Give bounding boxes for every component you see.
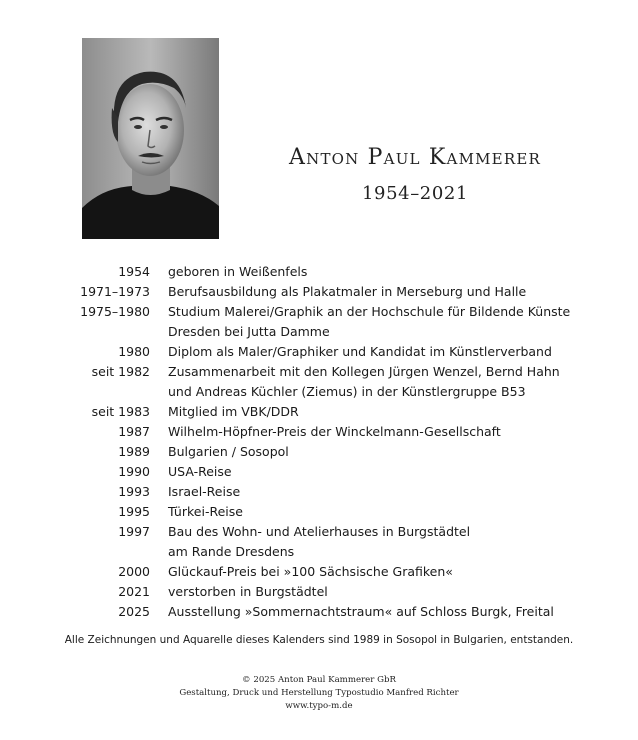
entry-year: seit 1983 — [91, 404, 150, 419]
biography-entry — [70, 482, 610, 502]
entry-year: 1954 — [118, 264, 150, 279]
entry-year: 1989 — [118, 444, 150, 459]
entry-text — [168, 482, 610, 502]
entry-line: Israel-Reise — [168, 484, 241, 499]
copyright-line: © 2025 Anton Paul Kammerer GbR — [242, 675, 396, 685]
entry-year: 1987 — [118, 424, 150, 439]
entry-line: Bau des Wohn- und Atelierhauses in Burgstädtel — [168, 524, 471, 539]
biography-entry — [70, 262, 610, 282]
portrait-photo — [82, 38, 219, 239]
entry-line: Wilhelm-Höpfner-Preis der Winckelmann-Gesellschaft — [168, 424, 501, 439]
entry-year: 1995 — [118, 504, 150, 519]
entry-text — [168, 342, 610, 362]
entry-line: Türkei-Reise — [168, 504, 243, 519]
entry-year: 1993 — [118, 484, 150, 499]
entry-year: 2021 — [118, 584, 150, 599]
entry-line: Bulgarien / Sosopol — [168, 444, 289, 459]
entry-line: verstorben in Burgstädtel — [168, 584, 328, 599]
biography-entry — [70, 342, 610, 362]
entry-text — [168, 522, 610, 562]
entry-line: Studium Malerei/Graphik an der Hochschule für Bildende Künste — [168, 304, 571, 319]
entry-line: Dresden bei Jutta Damme — [168, 324, 330, 339]
artist-name: Anton Paul Kammerer — [289, 145, 541, 170]
biography-entry — [70, 522, 610, 562]
biography-entry — [70, 302, 610, 342]
life-dates: 1954–2021 — [361, 183, 469, 204]
entry-text — [168, 402, 610, 422]
entry-year: 1997 — [118, 524, 150, 539]
entry-text — [168, 422, 610, 442]
entry-text — [168, 262, 610, 282]
entry-text — [168, 462, 610, 482]
entry-text — [168, 302, 610, 342]
biography-entry — [70, 502, 610, 522]
entry-line: Ausstellung »Sommernachtstraum« auf Schloss Burgk, Freital — [168, 604, 554, 619]
entry-line: Diplom als Maler/Graphiker und Kandidat im Künstlerverband — [168, 344, 552, 359]
biography-entry — [70, 462, 610, 482]
entry-text — [168, 502, 610, 522]
entry-line: und Andreas Küchler (Ziemus) in der Künstlergruppe B53 — [168, 384, 526, 399]
calendar-note: Alle Zeichnungen und Aquarelle dieses Kalenders sind 1989 in Sosopol in Bulgarien, entstanden. — [64, 634, 574, 646]
entry-year: 2000 — [118, 564, 150, 579]
biography-entry — [70, 402, 610, 422]
portrait-icon — [82, 38, 219, 239]
entry-year: 2025 — [118, 604, 150, 619]
biography-entry — [70, 562, 610, 582]
website-link[interactable]: www.typo-m.de — [285, 701, 353, 711]
entry-line: geboren in Weißenfels — [168, 264, 308, 279]
entry-text — [168, 282, 610, 302]
entry-text — [168, 362, 610, 402]
entry-year: seit 1982 — [91, 364, 150, 379]
entry-line: Glückauf-Preis bei »100 Sächsische Grafiken« — [168, 564, 453, 579]
biography-entry — [70, 362, 610, 402]
biography-entry — [70, 442, 610, 462]
entry-year: 1990 — [118, 464, 150, 479]
biography-entry — [70, 422, 610, 442]
biography-entry — [70, 602, 610, 622]
credits-line: Gestaltung, Druck und Herstellung Typostudio Manfred Richter — [179, 688, 459, 698]
entry-year: 1975–1980 — [80, 304, 150, 319]
entry-line: am Rande Dresdens — [168, 544, 295, 559]
entry-text — [168, 582, 610, 602]
biography-entry — [70, 582, 610, 602]
entry-text — [168, 562, 610, 582]
biography-entry — [70, 282, 610, 302]
entry-year: 1971–1973 — [80, 284, 150, 299]
entry-line: Zusammenarbeit mit den Kollegen Jürgen Wenzel, Bernd Hahn — [168, 364, 560, 379]
entry-line: Berufsausbildung als Plakatmaler in Merseburg und Halle — [168, 284, 527, 299]
entry-line: Mitglied im VBK/DDR — [168, 404, 299, 419]
entry-text — [168, 602, 610, 622]
entry-year: 1980 — [118, 344, 150, 359]
biography-list — [70, 262, 610, 622]
footer — [0, 674, 638, 713]
entry-text — [168, 442, 610, 462]
entry-line: USA-Reise — [168, 464, 232, 479]
